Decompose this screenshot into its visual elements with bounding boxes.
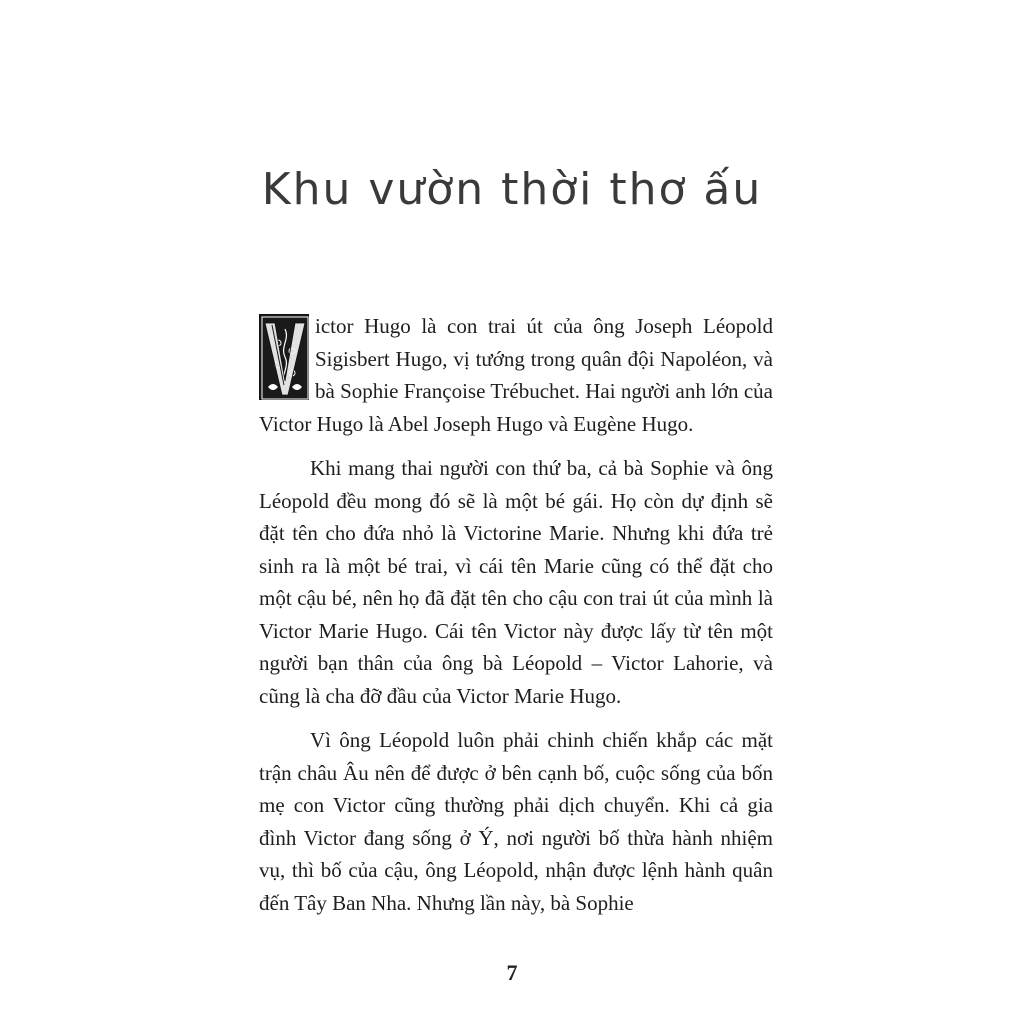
paragraph-3: Vì ông Léopold luôn phải chinh chiến khắp các mặt trận châu Âu nên để được ở bên cạnh bố, cuộc sống của bốn mẹ con Victor cũng thường phải dịch chuyển. Khi cả gia đình Victor đang sống ở Ý, nơi người bố thừa hành nhiệm vụ, thì bố của cậu, ông Léopold, nhận được lệnh hành quân đến Tây Ban Nha. Nhưng lần này, bà Sophie	[259, 728, 773, 915]
paragraph-2: Khi mang thai người con thứ ba, cả bà Sophie và ông Léopold đều mong đó sẽ là một bé gái. Họ còn dự định sẽ đặt tên cho đứa nhỏ là Victorine Marie. Nhưng khi đứa trẻ sinh ra là một bé trai, vì cái tên Marie cũng có thể đặt cho một cậu bé, nên họ đã đặt tên cho cậu con trai út của mình là Victor Marie Hugo. Cái tên Victor này được lấy từ tên một người bạn thân của ông bà Léopold – Victor Lahorie, và cũng là cha đỡ đầu của Victor Marie Hugo.	[259, 456, 773, 708]
paragraph-1	[259, 310, 773, 440]
page-number: 7	[506, 960, 518, 985]
ornamental-dropcap	[259, 314, 309, 400]
chapter-title: Khu vườn thời thơ ấu	[261, 164, 763, 215]
paragraph-1-text: ictor Hugo là con trai út của ông Joseph Léopold Sigisbert Hugo, vị tướng trong quân đội Napoléon, và bà Sophie Françoise Trébuchet. Hai người anh lớn của Victor Hugo là Abel Joseph Hugo và Eugène Hugo.	[259, 314, 773, 436]
body-text	[259, 310, 773, 931]
